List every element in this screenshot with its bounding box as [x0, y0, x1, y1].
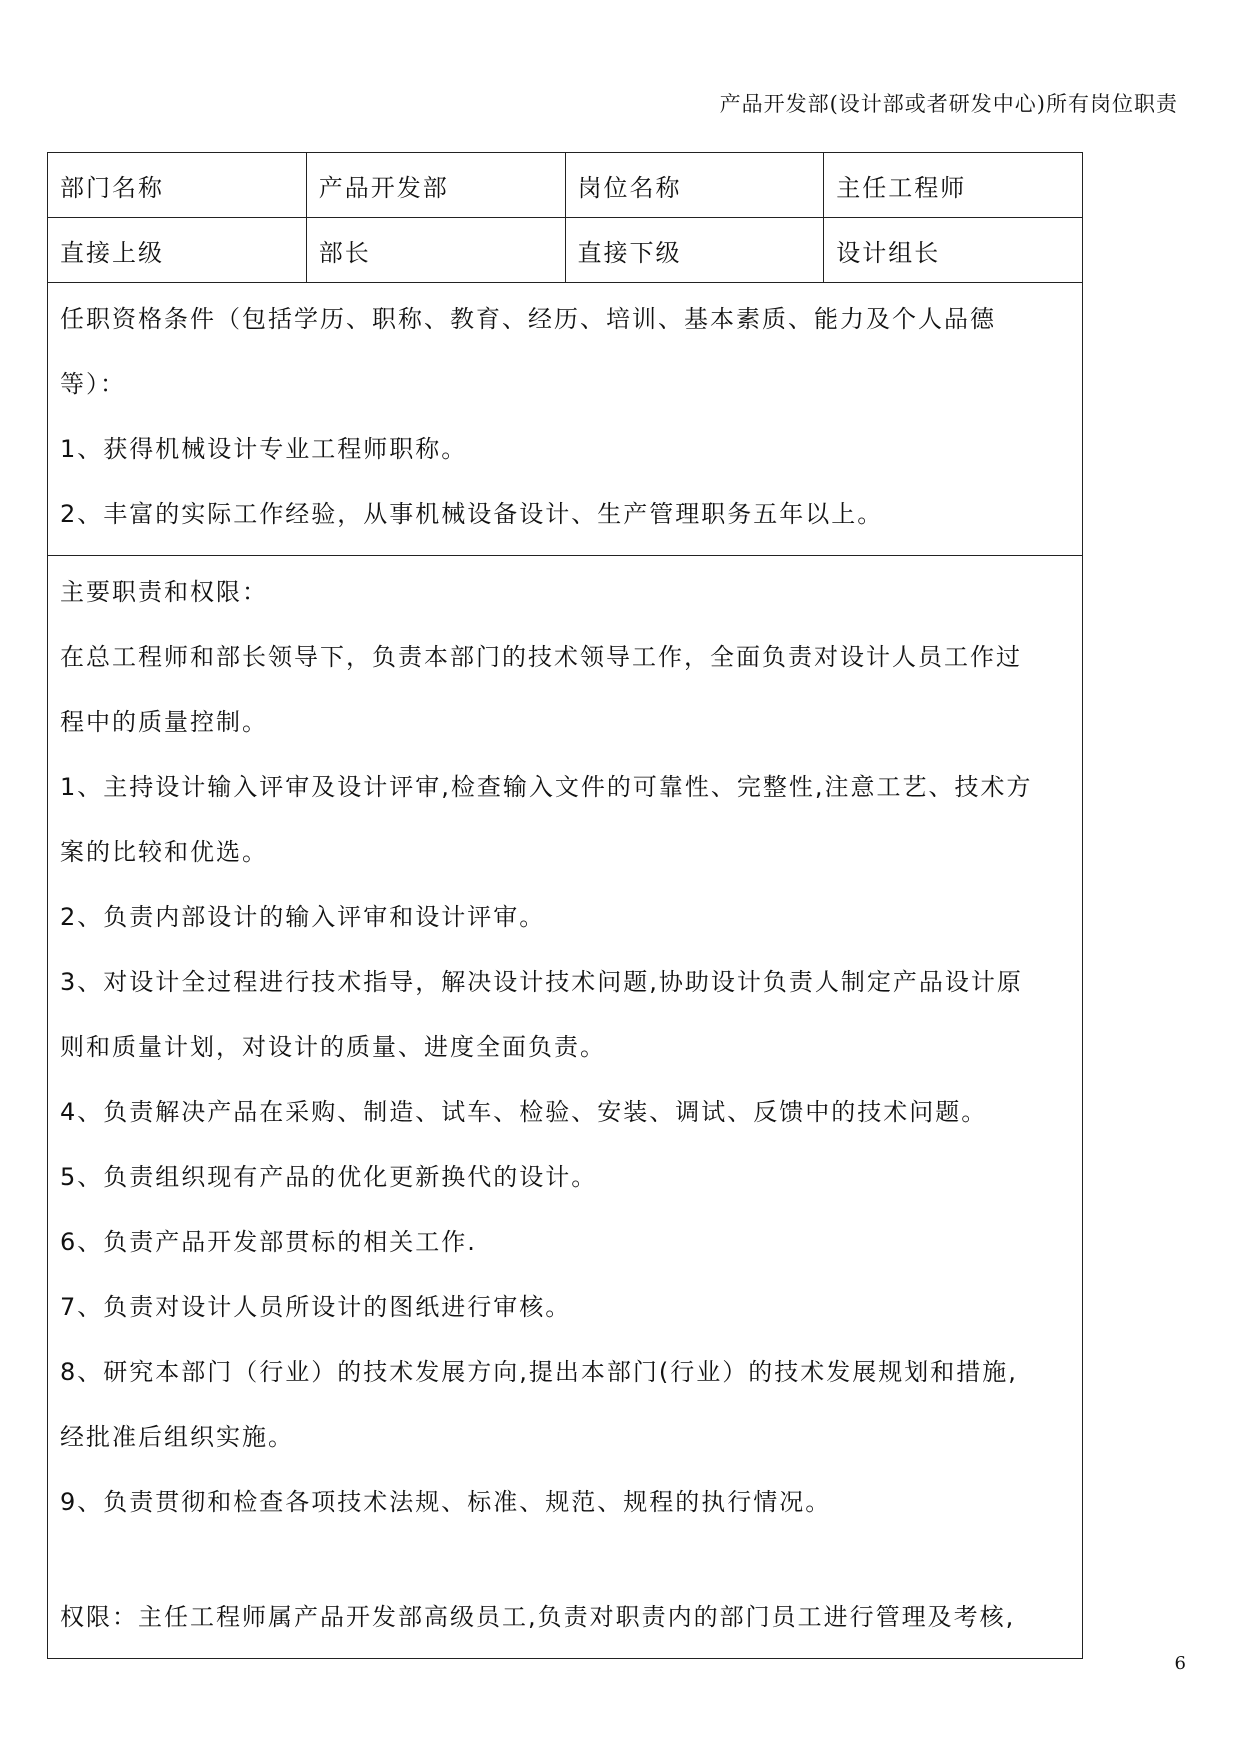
dept-label-cell: 部门名称 [48, 153, 307, 218]
duties-line: 主要职责和权限： [60, 578, 268, 606]
info-row-reporting [48, 218, 1083, 283]
position-label-cell: 岗位名称 [565, 153, 824, 218]
duties-blank-line [60, 1535, 1070, 1585]
duties-row [48, 556, 1083, 1659]
duties-cell [48, 556, 1083, 1659]
duties-line: 经批准后组织实施。 [60, 1423, 294, 1451]
subordinate-label-cell: 直接下级 [565, 218, 824, 283]
qualifications-cell [48, 283, 1083, 556]
duties-line: 权限：主任工程师属产品开发部高级员工,负责对职责内的部门员工进行管理及考核, [60, 1603, 1016, 1631]
duties-line: 在总工程师和部长领导下，负责本部门的技术领导工作，全面负责对设计人员工作过 [60, 643, 1022, 671]
duties-line: 5、负责组织现有产品的优化更新换代的设计。 [60, 1163, 598, 1191]
duties-line: 则和质量计划，对设计的质量、进度全面负责。 [60, 1033, 606, 1061]
qualifications-line: 任职资格条件（包括学历、职称、教育、经历、培训、基本素质、能力及个人品德 [60, 305, 996, 333]
job-description-table [47, 152, 1083, 1659]
qualifications-line: 2、丰富的实际工作经验，从事机械设备设计、生产管理职务五年以上。 [60, 500, 884, 528]
dept-value-cell: 产品开发部 [306, 153, 565, 218]
duties-line: 4、负责解决产品在采购、制造、试车、检验、安装、调试、反馈中的技术问题。 [60, 1098, 988, 1126]
duties-line: 案的比较和优选。 [60, 838, 268, 866]
page-number: 6 [1174, 1653, 1186, 1674]
duties-line: 6、负责产品开发部贯标的相关工作. [60, 1228, 477, 1256]
duties-line: 9、负责贯彻和检查各项技术法规、标准、规范、规程的执行情况。 [60, 1488, 832, 1516]
superior-label-cell: 直接上级 [48, 218, 307, 283]
duties-line: 3、对设计全过程进行技术指导，解决设计技术问题,协助设计负责人制定产品设计原 [60, 968, 1023, 996]
qualifications-line: 1、获得机械设计专业工程师职称。 [60, 435, 468, 463]
superior-value-cell: 部长 [306, 218, 565, 283]
subordinate-value-cell: 设计组长 [824, 218, 1083, 283]
duties-line: 2、负责内部设计的输入评审和设计评审。 [60, 903, 546, 931]
duties-line: 程中的质量控制。 [60, 708, 268, 736]
duties-line: 1、主持设计输入评审及设计评审,检查输入文件的可靠性、完整性,注意工艺、技术方 [60, 773, 1033, 801]
position-value-cell: 主任工程师 [824, 153, 1083, 218]
duties-line: 7、负责对设计人员所设计的图纸进行审核。 [60, 1293, 572, 1321]
qualifications-row [48, 283, 1083, 556]
running-header-title: 产品开发部(设计部或者研发中心)所有岗位职责 [719, 92, 1178, 116]
qualifications-line: 等）： [60, 370, 126, 398]
duties-line: 8、研究本部门（行业）的技术发展方向,提出本部门(行业）的技术发展规划和措施, [60, 1358, 1018, 1386]
info-row-department [48, 153, 1083, 218]
